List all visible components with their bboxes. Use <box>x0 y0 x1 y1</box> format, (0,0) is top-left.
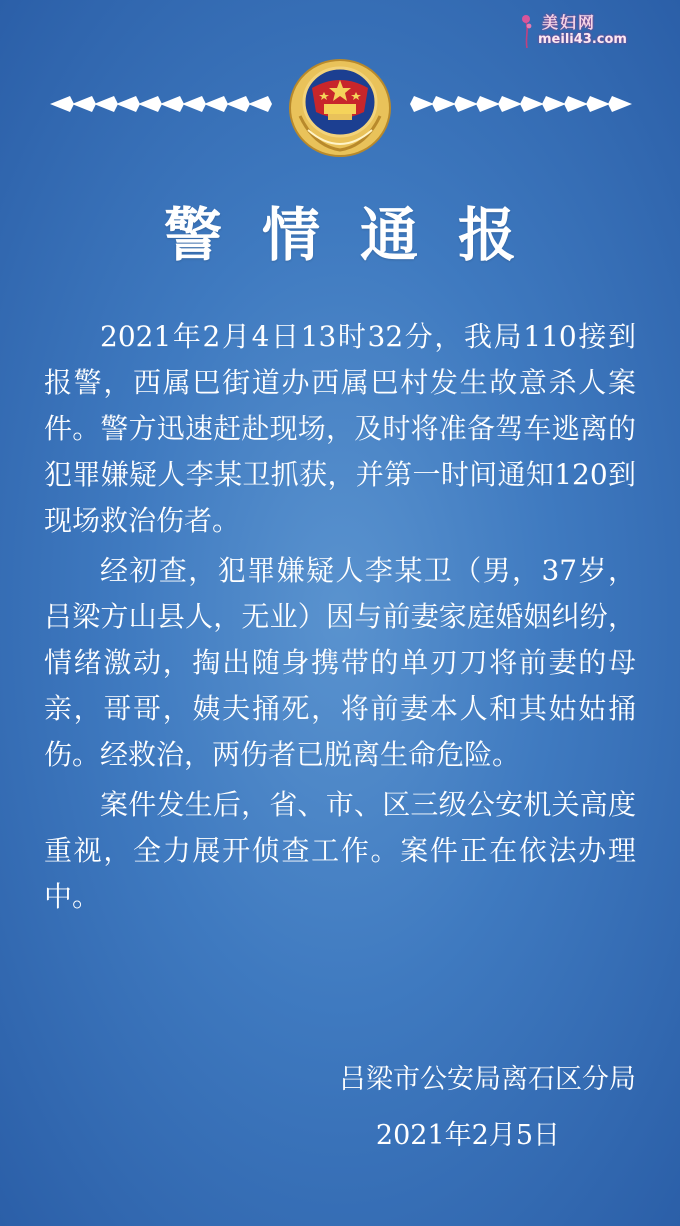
watermark-url: meili43.com <box>538 32 627 47</box>
signature-organization: 吕梁市公安局离石区分局 <box>339 1064 636 1095</box>
page-title: 警情通报 <box>163 201 556 269</box>
paragraph-2: 经初查，犯罪嫌疑人李某卫（男，37岁，吕梁方山县人，无业）因与前妻家庭婚姻纠纷，情绪激动，掏出随身携带的单刃刀将前妻的母亲，哥哥，姨夫捅死，将前妻本人和其姑姑捅伤。经救治，两伤者已脱离生命危险。 <box>44 554 636 771</box>
watermark <box>516 8 646 52</box>
emblem-row <box>0 50 680 160</box>
paragraph-3: 案件发生后，省、市、区三级公安机关高度重视，全力展开侦查工作。案件正在依法办理中。 <box>44 788 636 913</box>
police-emblem-icon <box>284 50 396 162</box>
signature-date: 2021年2月5日 <box>375 1120 560 1151</box>
wheat-wing-icon <box>50 92 272 116</box>
flower-logo-icon <box>520 12 534 48</box>
signature-block <box>339 1052 636 1164</box>
wheat-wing-icon <box>410 92 632 116</box>
paragraph-1: 2021年2月4日13时32分，我局110接到报警，西属巴街道办西属巴村发生故意杀人案件。警方迅速赶赴现场，及时将准备驾车逃离的犯罪嫌疑人李某卫抓获，并第一时间通知120到现场救治伤者。 <box>44 320 636 537</box>
notice-body <box>44 314 636 924</box>
watermark-site-name: 美妇网 <box>542 13 597 32</box>
